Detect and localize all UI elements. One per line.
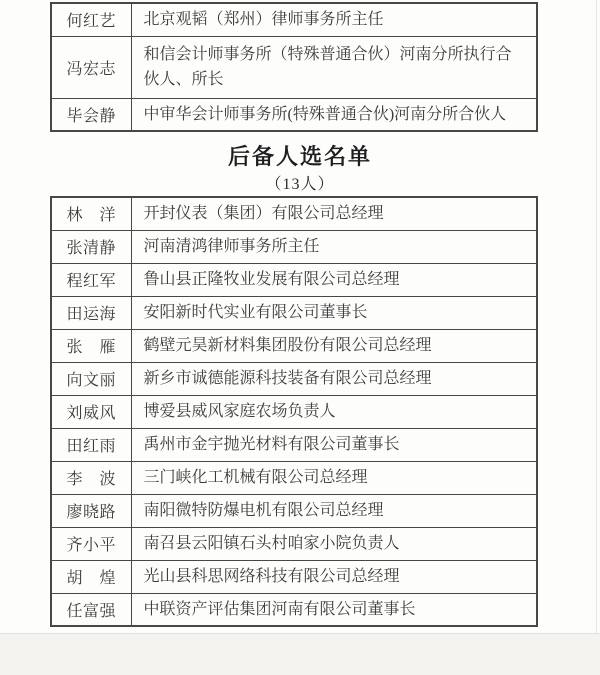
person-position: 鲁山县正隆牧业发展有限公司总经理	[131, 263, 537, 296]
table-row	[51, 395, 537, 428]
person-position: 鹤壁元昊新材料集团股份有限公司总经理	[131, 329, 537, 362]
section-count-label: （13人）	[265, 176, 335, 193]
person-name: 毕会静	[51, 98, 131, 131]
person-position: 中审华会计师事务所(特殊普通合伙)河南分所合伙人	[131, 98, 537, 131]
person-name: 向文丽	[51, 362, 131, 395]
person-position: 南召县云阳镇石头村咱家小院负责人	[131, 527, 537, 560]
table-row	[51, 3, 537, 36]
table-row	[51, 98, 537, 131]
person-position: 开封仪表（集团）有限公司总经理	[131, 197, 537, 230]
person-position: 中联资产评估集团河南有限公司董事长	[131, 593, 537, 626]
person-name: 张 雁	[51, 329, 131, 362]
table-row	[51, 36, 537, 98]
table-row	[51, 329, 537, 362]
person-position: 新乡市诚德能源科技装备有限公司总经理	[131, 362, 537, 395]
person-name: 林 洋	[51, 197, 131, 230]
person-name: 冯宏志	[51, 36, 131, 98]
leaders-table	[50, 2, 538, 132]
person-name: 李 波	[51, 461, 131, 494]
person-name: 胡 煌	[51, 560, 131, 593]
table-row	[51, 527, 537, 560]
person-position: 和信会计师事务所（特殊普通合伙）河南分所执行合伙人、所长	[131, 36, 537, 98]
table-row	[51, 230, 537, 263]
person-name: 廖晓路	[51, 494, 131, 527]
person-position: 三门峡化工机械有限公司总经理	[131, 461, 537, 494]
table-row	[51, 296, 537, 329]
table-row	[51, 494, 537, 527]
bottom-margin-area	[0, 633, 600, 675]
person-name: 任富强	[51, 593, 131, 626]
person-name: 田红雨	[51, 428, 131, 461]
person-position: 北京观韬（郑州）律师事务所主任	[131, 3, 537, 36]
table-row	[51, 197, 537, 230]
table-row	[51, 560, 537, 593]
person-name: 张清静	[51, 230, 131, 263]
person-name: 刘威风	[51, 395, 131, 428]
page-edge-shadow	[596, 0, 597, 633]
person-name: 何红艺	[51, 3, 131, 36]
person-position: 南阳微特防爆电机有限公司总经理	[131, 494, 537, 527]
table-row	[51, 428, 537, 461]
person-position: 安阳新时代实业有限公司董事长	[131, 296, 537, 329]
section-title: 后备人选名单	[227, 144, 372, 169]
person-position: 禹州市金宇抛光材料有限公司董事长	[131, 428, 537, 461]
table-row	[51, 593, 537, 626]
table-row	[51, 362, 537, 395]
person-position: 光山县科思网络科技有限公司总经理	[131, 560, 537, 593]
person-position: 博爱县威风家庭农场负责人	[131, 395, 537, 428]
person-name: 程红军	[51, 263, 131, 296]
table-row	[51, 263, 537, 296]
reserve-candidates-table	[50, 196, 538, 627]
person-name: 田运海	[51, 296, 131, 329]
person-name: 齐小平	[51, 527, 131, 560]
person-position: 河南清鸿律师事务所主任	[131, 230, 537, 263]
table-row	[51, 461, 537, 494]
